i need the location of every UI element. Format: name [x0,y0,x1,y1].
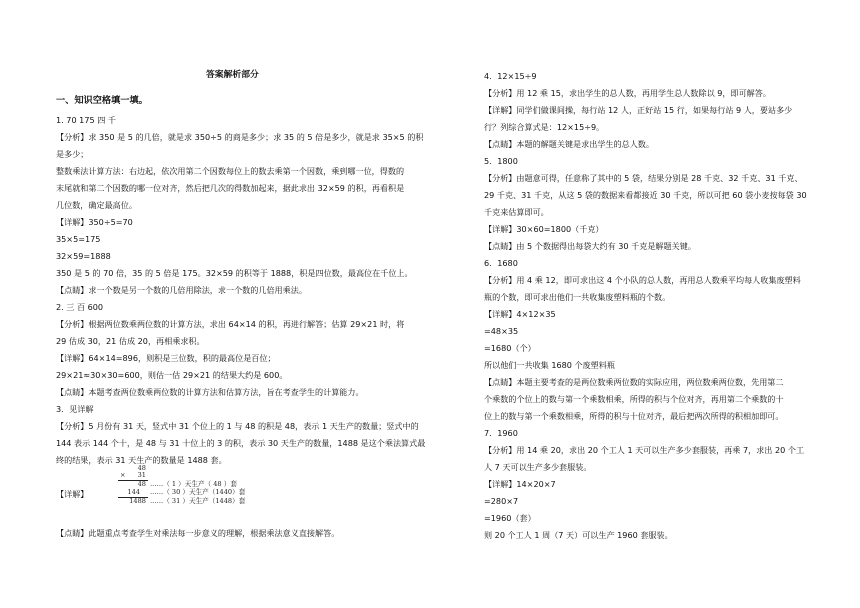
text-line: 【分析】5 月份有 31 天，竖式中 31 个位上的 1 与 48 的积是 48，表示 1 天生产的数量；竖式中的 [56,421,419,431]
calc-multiplier: 31 [137,471,146,479]
text-line: 终的结果，表示 31 天生产的数量是 1488 套。 [56,455,227,465]
text-line: 【详解】350÷5=70 [56,217,133,227]
text-line: 【分析】用 12 乘 15，求出学生的总人数，再用学生总人数除以 9，即可解答。 [484,88,771,98]
vertical-multiplication [84,464,304,510]
text-line: 则 20 个工人 1 周（7 天）可以生产 1960 套服装。 [484,530,673,540]
calc-total: 1488 [129,497,146,505]
text-line: 【分析】用 4 乘 12，即可求出这 4 个小队的总人数，再用总人数乘平均每人收集废塑料 [484,275,801,285]
text-line: 【详解】4×12×35 [484,309,556,319]
calc-multiplicand: 48 [137,464,146,472]
text-line: 人 7 天可以生产多少套服装。 [484,462,592,472]
text-line: 是多少； [56,149,89,159]
page-title: 答案解析部分 [206,70,259,80]
text-line: 5．1800 [484,156,518,166]
text-line: 几位数，确定最高位。 [56,200,137,210]
text-line: 【详解】同学们做课间操，每行站 12 人，正好站 15 行，如果每行站 9 人，要站多少 [484,105,793,115]
text-line: 【详解】64×14=896，则积是三位数，积的最高位是百位； [56,353,276,363]
text-line: 35×5=175 [56,234,101,244]
text-line: 个乘数的个位上的数与第一个乘数相乘，所得的积与个位对齐，再用第二个乘数的十 [484,394,784,404]
calc-partial-2: 144 [127,488,140,496]
text-line: 整数乘法计算方法：右边起，依次用第二个因数每位上的数去乘第一个因数，乘到哪一位，得数的 [56,166,405,176]
text-line: 144 表示 144 个十，是 48 与 31 十位上的 3 的积，表示 30 天生产的数量，1488 是这个乘法算式最 [56,438,426,448]
text-line: 7．1960 [484,428,518,438]
text-line: 3．见详解 [56,404,94,414]
text-line: 【详解】30×60=1800（千克） [484,224,604,234]
text-line: 1. 70 175 四 千 [56,115,116,125]
text-line: 6．1680 [484,258,518,268]
calc-note: ……（ 1 ）天生产（ 48 ）套 [150,480,237,488]
text-line: 【分析】用 14 乘 20，求出 20 个工人 1 天可以生产多少套服装，再乘 7，求出 20 个工 [484,445,805,455]
section-heading: 一、知识空格填一填。 [56,95,148,106]
text-line: =1680（个） [484,343,536,353]
text-line: 所以他们一共收集 1680 个废塑料瓶 [484,360,615,370]
text-line: 【点睛】由 5 个数据得出每袋大约有 30 千克是解题关键。 [484,241,696,251]
text-line: 【点睛】本题考查两位数乘两位数的计算方法和估算方法，旨在考查学生的计算能力。 [56,387,364,397]
text-line: 末尾就和第二个因数的哪一位对齐，然后把几次的得数加起来，据此求出 32×59 的积，再看积是 [56,183,405,193]
text-line: 【分析】根据两位数乘两位数的计算方法，求出 64×14 的积，再进行解答；估算 29×21 时，将 [56,319,405,329]
text-line: 【点睛】本题主要考查的是两位数乘两位数的实际应用，两位数乘两位数，先用第二 [484,377,784,387]
text-line: 行？列综合算式是：12×15÷9。 [484,122,605,132]
text-line: 【分析】求 350 是 5 的几倍，就是求 350÷5 的商是多少；求 35 的 5 倍是多少，就是求 35×5 的积 [56,132,424,142]
text-line: 29 千克、31 千克，从这 5 袋的数据来看都接近 30 千克，所以可把 60 袋小麦按每袋 30 [484,190,807,200]
text-line: 【点睛】求一个数是另一个数的几倍用除法，求一个数的几倍用乘法。 [56,285,307,295]
text-line: =1960（套） [484,513,536,523]
detail-label: 【详解】 [56,489,89,499]
text-line: 2. 三 百 600 [56,302,104,312]
text-line: =48×35 [484,326,519,336]
calc-operator: × [120,471,126,479]
text-line: 32×59=1888 [56,251,111,261]
text-line: 【点睛】此题重点考查学生对乘法每一步意义的理解，根据乘法意义直接解答。 [56,528,340,538]
calc-note: ……（ 31 ）天生产（1448）套 [150,497,246,505]
text-line: 瓶的个数，即可求出他们一共收集废塑料瓶的个数。 [484,292,671,302]
text-line: 4．12×15÷9 [484,71,537,81]
text-line: 29×21≈30×30=600，则估一估 29×21 的结果大约是 600。 [56,370,288,380]
text-line: 29 估成 30，21 估成 20，再相乘求积。 [56,336,205,346]
text-line: =280×7 [484,496,519,506]
text-line: 【点睛】本题的解题关键是求出学生的总人数。 [484,139,654,149]
text-line: 千克来估算即可。 [484,207,549,217]
calc-partial-1: 48 [137,480,146,488]
text-line: 350 是 5 的 70 倍，35 的 5 倍是 175。32×59 的积等于 1888，积是四位数，最高位在千位上。 [56,268,413,278]
text-line: 【分析】由题意可得，任意称了其中的 5 袋，结果分别是 28 千克、32 千克、31 千克、 [484,173,803,183]
text-line: 【详解】14×20×7 [484,479,556,489]
calc-note: ……（ 30 ）天生产（1440）套 [150,488,246,496]
text-line: 位上的数与第一个乘数相乘，所得的积与十位对齐，最后把两次所得的积相加即可。 [484,411,784,421]
